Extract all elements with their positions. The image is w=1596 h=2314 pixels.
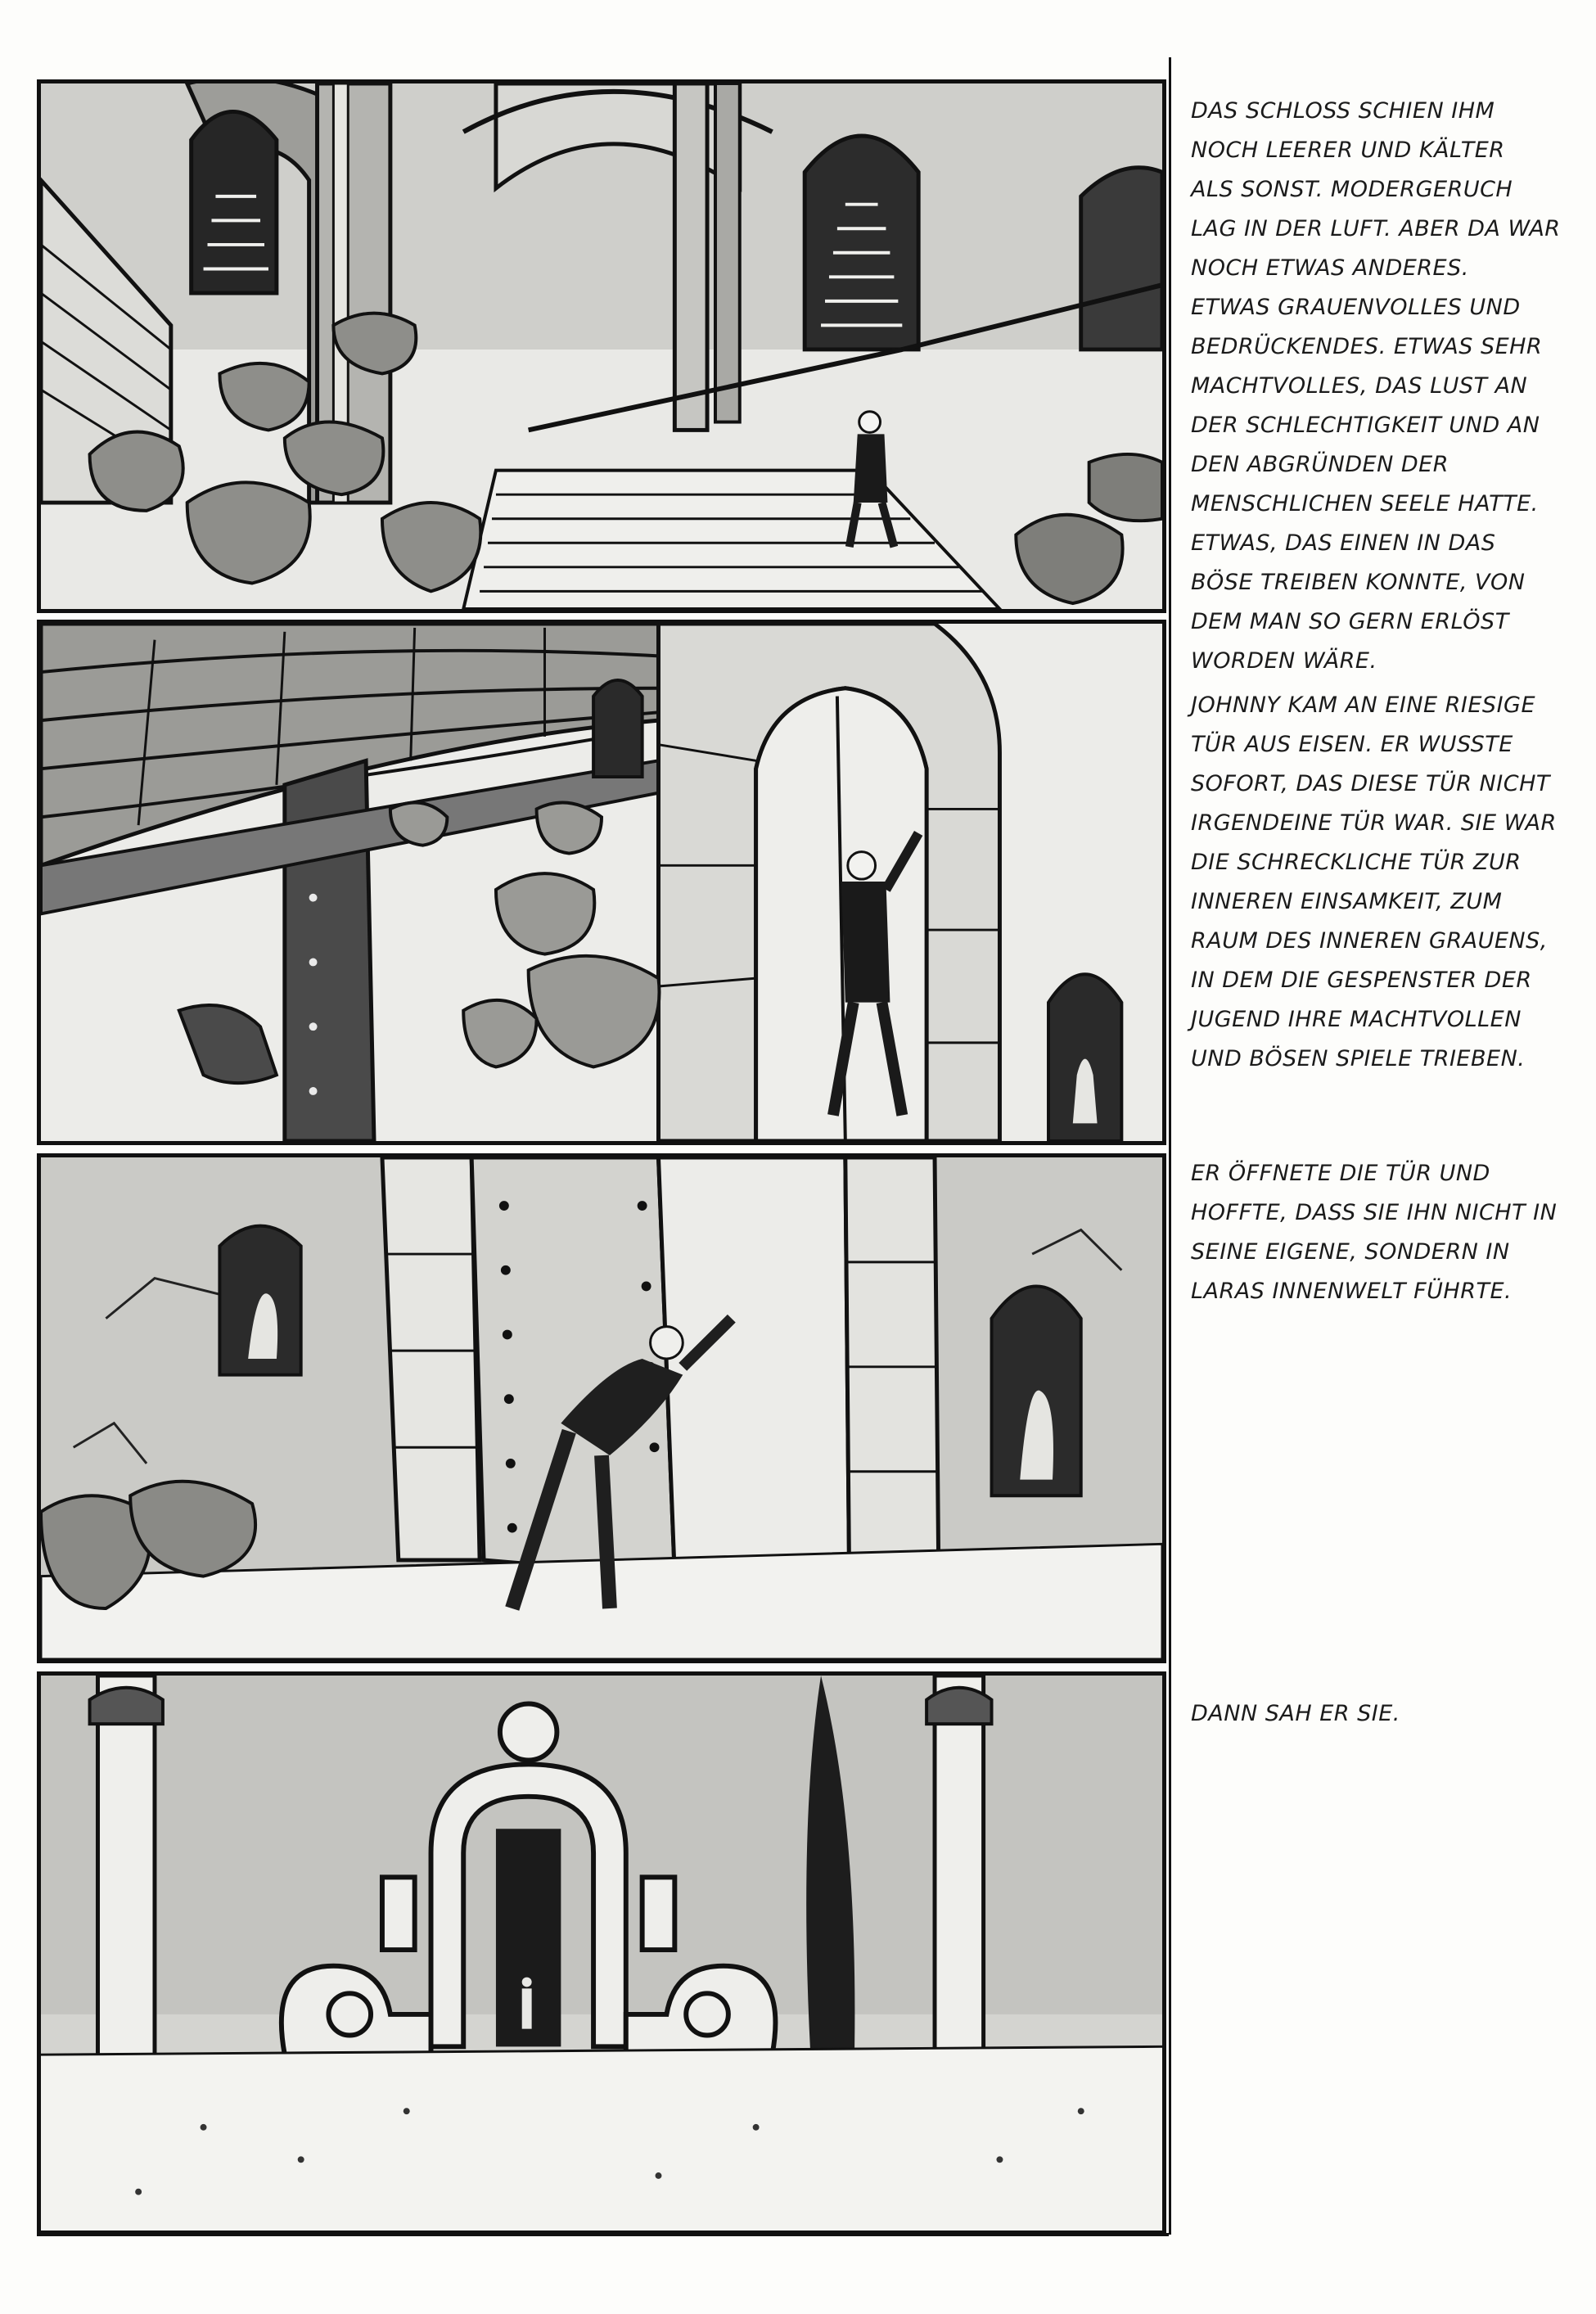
panel-gateway-arch — [37, 1671, 1166, 2235]
caption-line: ETWAS GRAUENVOLLES UND — [1191, 295, 1521, 320]
gutter-divider-top — [1169, 57, 1171, 82]
caption-line: WORDEN WÄRE. — [1191, 648, 1377, 674]
caption-line: NOCH LEERER UND KÄLTER — [1191, 138, 1505, 163]
caption-line: SEINE EIGENE, SONDERN IN — [1191, 1239, 1510, 1265]
bottom-rule — [37, 2233, 1169, 2236]
caption-line: JOHNNY KAM AN EINE RIESIGE — [1191, 692, 1536, 718]
caption-line: NOCH ETWAS ANDERES. — [1191, 255, 1469, 281]
caption-line: SOFORT, DAS DIESE TÜR NICHT — [1191, 771, 1550, 796]
caption-line: DANN SAH ER SIE. — [1191, 1701, 1400, 1726]
caption-2 — [1191, 686, 1580, 1079]
iron-door-illustration — [41, 624, 1162, 1141]
caption-line: IN DEM DIE GESPENSTER DER — [1191, 968, 1532, 993]
gateway-arch-illustration — [41, 1676, 1162, 2231]
caption-line: LAG IN DER LUFT. ABER DA WAR — [1191, 216, 1561, 241]
caption-line: MACHTVOLLES, DAS LUST AN — [1191, 373, 1528, 399]
caption-line: ER ÖFFNETE DIE TÜR UND — [1191, 1161, 1490, 1186]
caption-line: DER SCHLECHTIGKEIT UND AN — [1191, 413, 1540, 438]
opening-door-illustration — [41, 1157, 1162, 1659]
panel-opening-door — [37, 1153, 1166, 1663]
caption-line: BÖSE TREIBEN KONNTE, VON — [1191, 570, 1526, 595]
caption-1 — [1191, 92, 1580, 681]
caption-line: MENSCHLICHEN SEELE HATTE. — [1191, 491, 1539, 516]
caption-line: TÜR AUS EISEN. ER WUSSTE — [1191, 732, 1513, 757]
caption-line: INNEREN EINSAMKEIT, ZUM — [1191, 889, 1503, 914]
caption-3 — [1191, 1154, 1580, 1311]
caption-line: JUGEND IHRE MACHTVOLLEN — [1191, 1007, 1522, 1032]
caption-line: LARAS INNENWELT FÜHRTE. — [1191, 1279, 1513, 1304]
caption-line: BEDRÜCKENDES. ETWAS SEHR — [1191, 334, 1543, 359]
gutter-divider — [1169, 79, 1171, 2235]
caption-line: UND BÖSEN SPIELE TRIEBEN. — [1191, 1046, 1526, 1071]
stairway-hall-illustration — [41, 83, 1162, 609]
caption-line: DEM MAN SO GERN ERLÖST — [1191, 609, 1509, 634]
caption-line: HOFFTE, DASS SIE IHN NICHT IN — [1191, 1200, 1558, 1225]
caption-line: DEN ABGRÜNDEN DER — [1191, 452, 1449, 477]
caption-line: ALS SONST. MODERGERUCH — [1191, 177, 1513, 202]
caption-line: ETWAS, DAS EINEN IN DAS — [1191, 530, 1496, 556]
caption-line: IRGENDEINE TÜR WAR. SIE WAR — [1191, 810, 1557, 836]
caption-line: RAUM DES INNEREN GRAUENS, — [1191, 928, 1548, 954]
panel-iron-door-corridor — [37, 620, 1166, 1145]
caption-line: DAS SCHLOSS SCHIEN IHM — [1191, 98, 1495, 124]
panel-stairway-hall — [37, 79, 1166, 613]
tiny-figure-in-doorway — [522, 1978, 532, 2029]
caption-line: DIE SCHRECKLICHE TÜR ZUR — [1191, 850, 1522, 875]
caption-4 — [1191, 1694, 1580, 1734]
